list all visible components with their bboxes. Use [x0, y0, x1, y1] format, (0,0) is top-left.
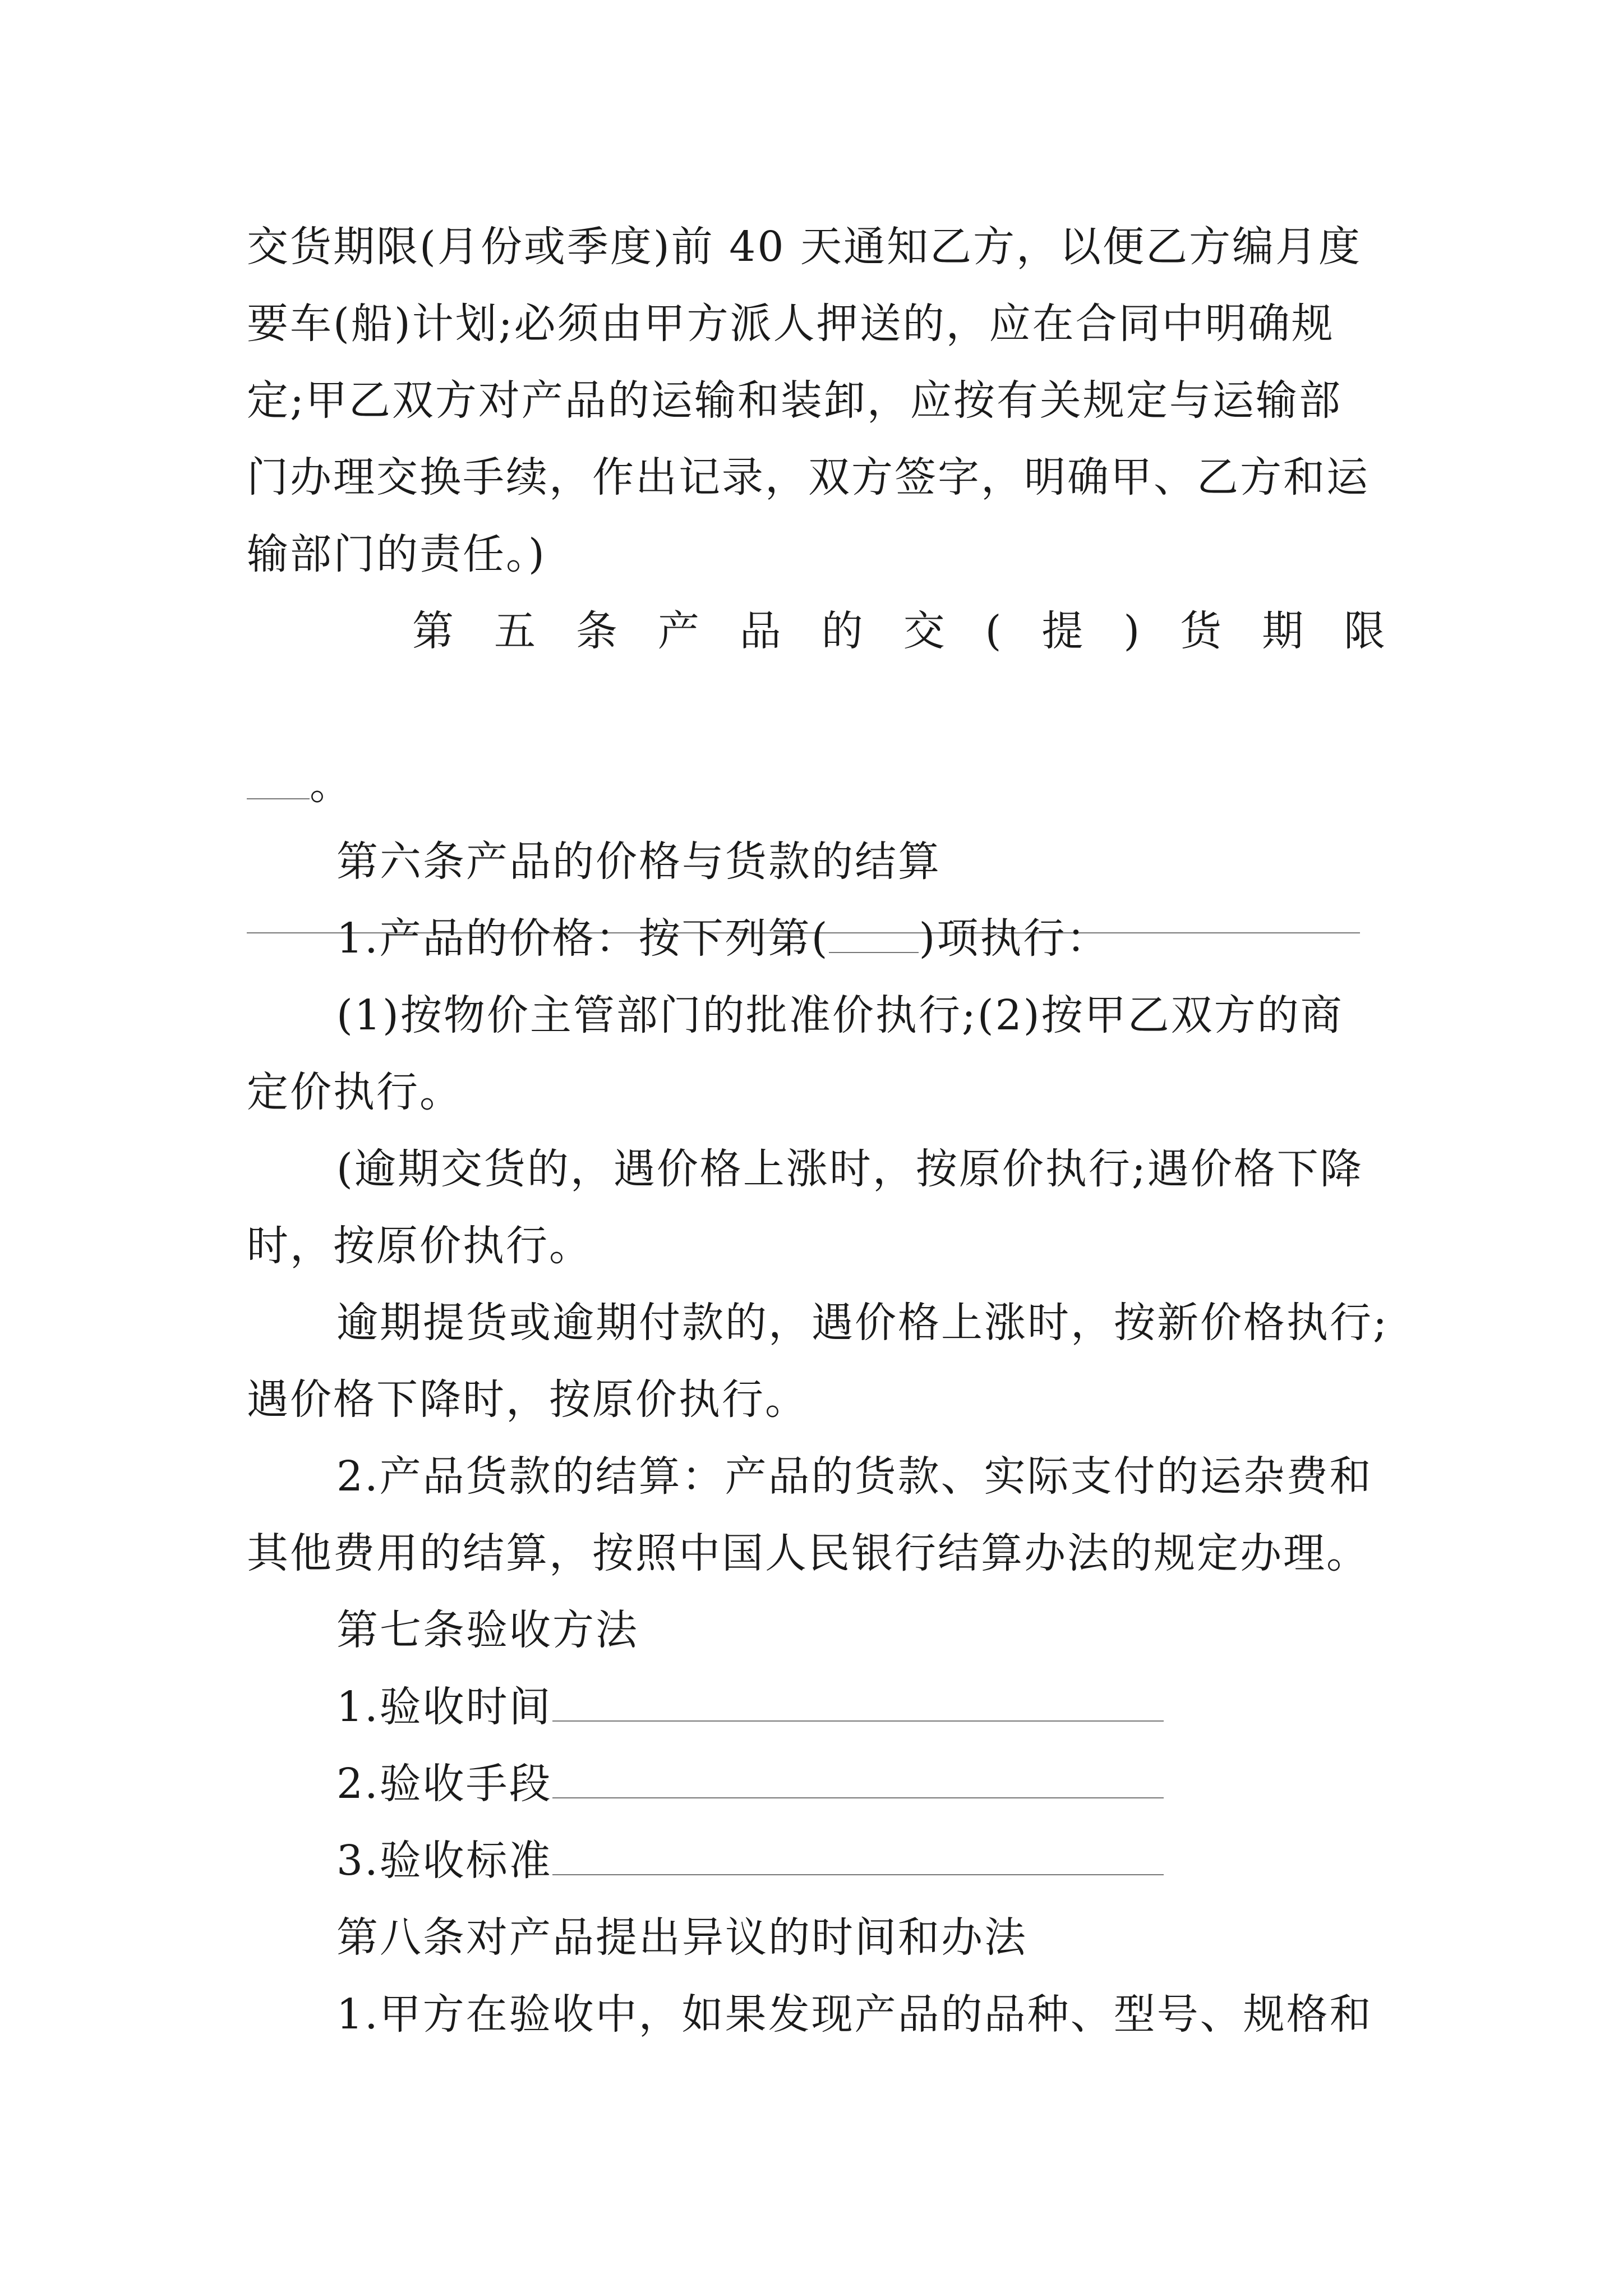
article-5-char: 期: [1262, 607, 1304, 655]
inspection-standard-line: [247, 1823, 1385, 1899]
paragraph-line: 1.甲方在验收中，如果发现产品的品种、型号、规格和: [336, 1990, 1373, 2039]
article-5-char: 品: [739, 607, 781, 655]
article-5-char: 货: [1180, 607, 1222, 655]
paragraph-line: 其他费用的结算，按照中国人民银行结算办法的规定办理。: [247, 1529, 1370, 1577]
article-5-char: 的: [821, 607, 863, 655]
document-page: [247, 209, 1389, 2053]
paragraph-line: 要车(船)计划;必须由甲方派人押送的，应在合同中明确规: [247, 300, 1335, 348]
article-5-char: 产: [657, 607, 699, 655]
paragraph-line: 定;甲乙双方对产品的运输和装卸，应按有关规定与运输部: [247, 376, 1342, 425]
article-5-char: 五: [494, 607, 536, 655]
paragraph-line: 定价执行。: [247, 1068, 463, 1116]
article-8-title: 第八条对产品提出异议的时间和办法: [336, 1913, 1027, 1962]
paragraph-line: 遇价格下降时，按原价执行。: [247, 1375, 808, 1424]
article-5-char: 限: [1344, 607, 1385, 655]
inspection-means-line: [247, 1746, 1385, 1823]
paragraph-line: 逾期提货或逾期付款的，遇价格上涨时，按新价格执行;: [336, 1299, 1389, 1347]
inspection-means-blank: [552, 1746, 1164, 1798]
paragraph-line: (逾期交货的，遇价格上涨时，按原价执行;遇价格下降: [336, 1145, 1363, 1193]
inspection-standard-blank: [552, 1823, 1164, 1875]
article-5-char: 交: [903, 607, 945, 655]
price-option-blank: [829, 900, 919, 953]
paragraph-line: 门办理交换手续，作出记录，双方签字，明确甲、乙方和运: [247, 453, 1370, 501]
price-method-text: 1.产品的价格：按下列第(: [336, 914, 829, 963]
article-5-tail-line: [247, 747, 1385, 823]
article-5-heading: [247, 593, 1385, 670]
article-7-title: 第七条验收方法: [336, 1606, 639, 1654]
inspection-time-line: [247, 1669, 1385, 1746]
article-5-char: 提: [1041, 607, 1083, 655]
article-5-tail: 。: [310, 761, 353, 809]
article-5-char: 条: [575, 607, 617, 655]
inspection-means-label: 2.验收手段: [336, 1760, 552, 1808]
inspection-standard-label: 3.验收标准: [336, 1837, 552, 1885]
price-method-text-end: )项执行：: [919, 914, 1110, 963]
article-5-char: ): [1123, 607, 1140, 655]
paragraph-line: 交货期限(月份或季度)前 40 天通知乙方，以便乙方编月度: [247, 223, 1362, 271]
inspection-time-blank: [552, 1669, 1164, 1722]
article-5-char: (: [985, 607, 1002, 655]
paragraph-line: 时，按原价执行。: [247, 1222, 592, 1270]
paragraph-line: 2.产品货款的结算：产品的货款、实际支付的运杂费和: [336, 1452, 1373, 1501]
article-5-char: 第: [412, 607, 454, 655]
price-method-line: [247, 900, 1385, 977]
paragraph-line: (1)按物价主管部门的批准价执行;(2)按甲乙双方的商: [336, 991, 1344, 1039]
inspection-time-label: 1.验收时间: [336, 1683, 552, 1731]
paragraph-line: 输部门的责任。): [247, 530, 546, 578]
short-blank: [247, 747, 310, 799]
article-6-title: 第六条产品的价格与货款的结算: [336, 838, 941, 886]
blank-line-spacer: [247, 670, 1385, 747]
